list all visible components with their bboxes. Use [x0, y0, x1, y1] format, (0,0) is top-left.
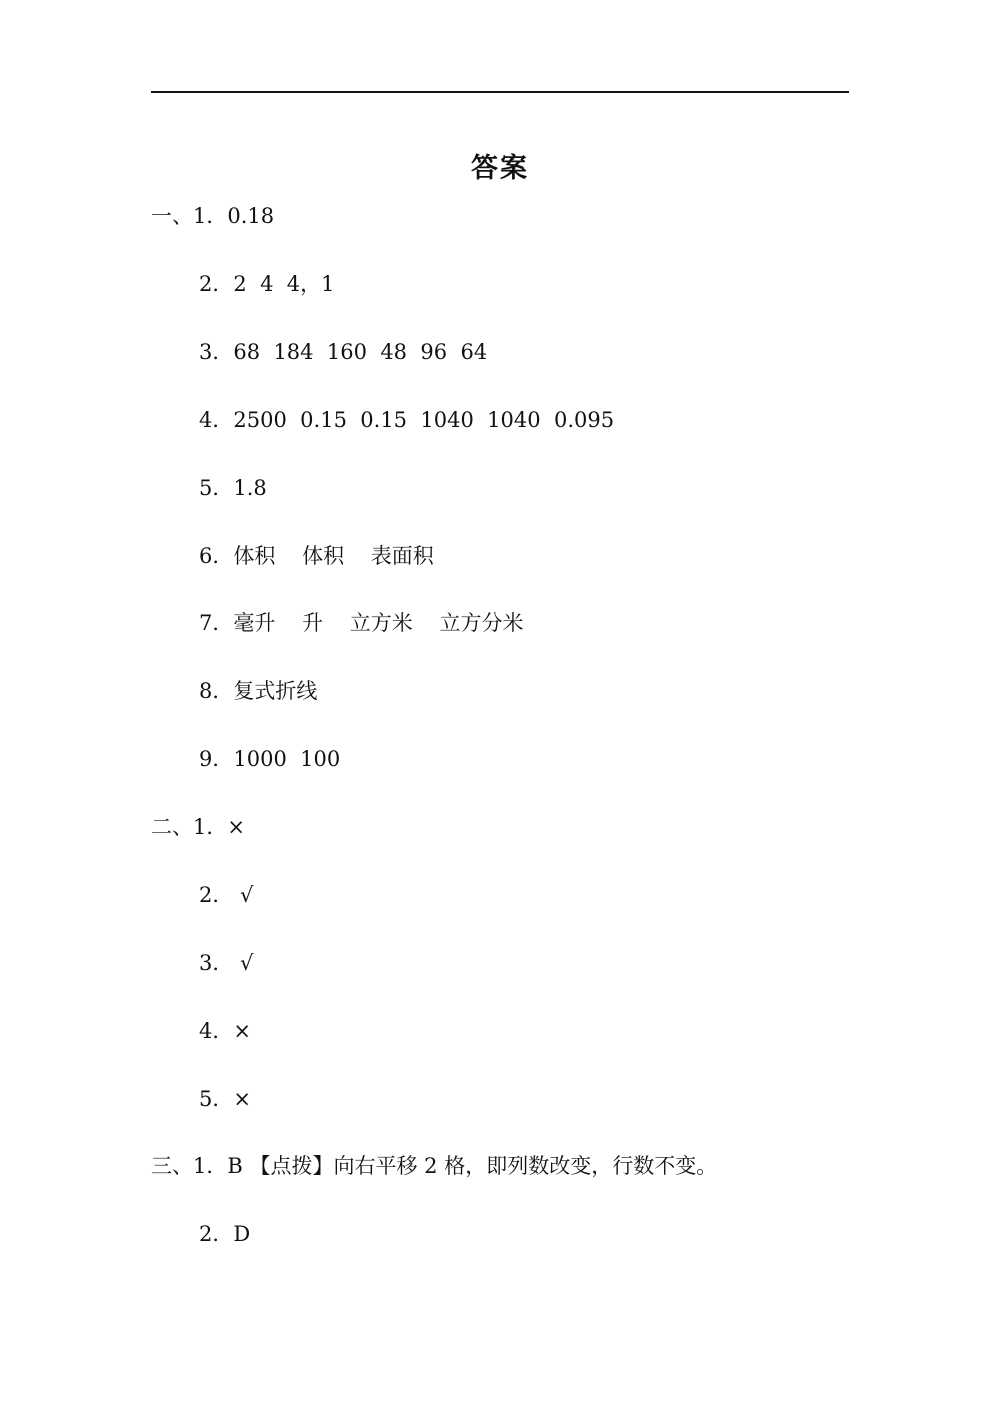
item-number: 1． [193, 1154, 228, 1178]
answer-line-1-6 [199, 541, 434, 571]
item-number: 3． [199, 340, 234, 364]
item-number: 5． [199, 1087, 234, 1111]
item-number: 2． [199, 1222, 234, 1246]
answer-line-1-1 [151, 201, 274, 231]
item-answer: 复式折线 [233, 679, 318, 703]
answer-line-2-4 [199, 1016, 251, 1046]
item-number: 9． [199, 747, 234, 771]
item-answer: × [233, 1087, 251, 1111]
page-title: 答案 [471, 153, 529, 184]
answer-line-2-2 [199, 880, 253, 910]
answer-line-1-3 [199, 337, 487, 367]
item-answer: × [227, 815, 245, 839]
item-number: 3． [199, 951, 234, 975]
section-label: 一、 [151, 204, 193, 228]
item-answer: × [233, 1019, 251, 1043]
answer-line-1-5 [199, 473, 267, 503]
answer-line-2-1 [151, 812, 245, 842]
item-answer: 体积 体积 表面积 [233, 544, 434, 568]
item-answer: 2 4 4，1 [233, 272, 335, 296]
item-answer: 1.8 [233, 476, 267, 500]
item-answer: 2500 0.15 0.15 1040 1040 0.095 [233, 408, 615, 432]
item-number: 4． [199, 1019, 234, 1043]
item-number: 7． [199, 611, 234, 635]
answer-line-1-8 [199, 676, 317, 706]
item-answer: √ [233, 883, 254, 907]
item-answer: B 【点拨】向右平移 2 格，即列数改变，行数不变。 [227, 1154, 718, 1178]
answer-line-2-3 [199, 948, 253, 978]
item-answer: 毫升 升 立方米 立方分米 [233, 611, 524, 635]
header-rule [151, 91, 849, 93]
section-label: 二、 [151, 815, 193, 839]
item-number: 6． [199, 544, 234, 568]
answer-line-1-2 [199, 269, 335, 299]
item-answer: √ [233, 951, 254, 975]
item-answer: 68 184 160 48 96 64 [233, 340, 488, 364]
item-number: 5． [199, 476, 234, 500]
answer-line-3-1 [151, 1151, 717, 1181]
answer-line-1-7 [199, 608, 523, 638]
item-answer: 1000 100 [233, 747, 341, 771]
answer-line-1-4 [199, 405, 614, 435]
answer-line-3-2 [199, 1219, 250, 1249]
section-label: 三、 [151, 1154, 193, 1178]
item-answer: D [233, 1222, 251, 1246]
answer-line-1-9 [199, 744, 340, 774]
item-number: 1． [193, 815, 228, 839]
item-number: 2． [199, 272, 234, 296]
item-answer: 0.18 [227, 204, 275, 228]
item-number: 8． [199, 679, 234, 703]
item-number: 1． [193, 204, 228, 228]
item-number: 4． [199, 408, 234, 432]
item-number: 2． [199, 883, 234, 907]
answer-line-2-5 [199, 1084, 251, 1114]
